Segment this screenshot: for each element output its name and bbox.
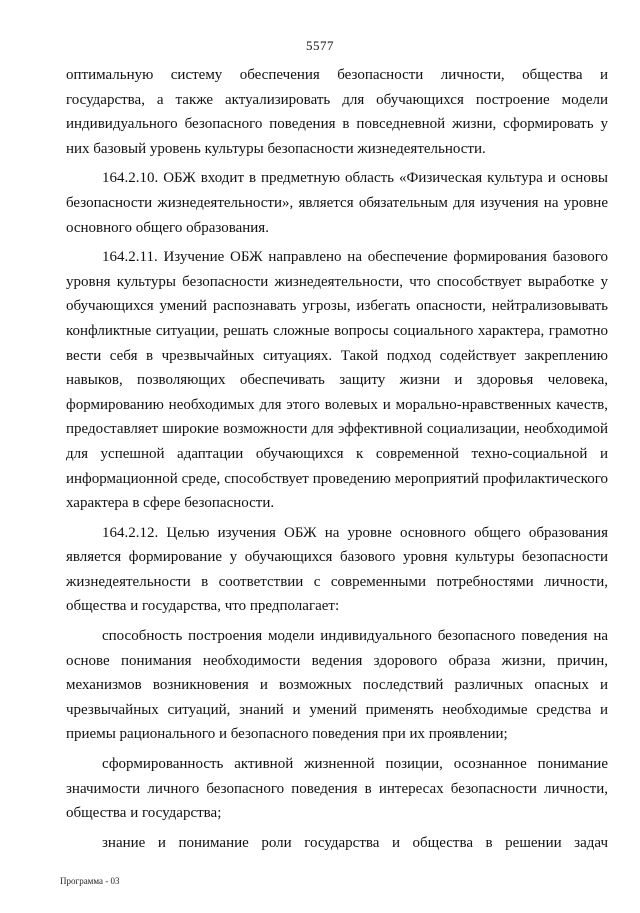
- footer-label: Программа - 03: [60, 876, 120, 886]
- page-number: 5577: [306, 38, 334, 53]
- paragraph-goal-item-3: знание и понимание роли государства и общества в решении задач: [102, 834, 608, 851]
- paragraph-goal-item-1: способность построения модели индивидуального безопасного поведения на основе понимания необходимости ведения здорового образа жизни, причин, механизмов возникновения и возможных последствий различных опасных и чрезвычайных ситуаций, знаний и умений применять необходимые средства и приемы рационального и безопасного поведения при их проявлении;: [66, 628, 608, 743]
- paragraph-164-2-12: 164.2.12. Целью изучения ОБЖ на уровне основного общего образования является формирование у обучающихся базового уровня культуры безопасности жизнедеятельности в соответствии с современными потребностями личности, общества и государства, что предполагает:: [66, 524, 608, 615]
- paragraph-164-2-11: 164.2.11. Изучение ОБЖ направлено на обеспечение формирования базового уровня культуры безопасности жизнедеятельности, что способствует выработке у обучающихся умений распознавать угрозы, избегать опасности, нейтрализовывать конфликтные ситуации, решать сложные вопросы социального характера, грамотно вести себя в чрезвычайных ситуациях. Такой подход содействует закреплению навыков, позволяющих обеспечивать защиту жизни и здоровья человека, формированию необходимых для этого волевых и морально-нравственных качеств, предоставляет широкие возможности для эффективной социализации, необходимой для успешной адаптации обучающихся к современной техно-социальной и информационной среде, способствует проведению мероприятий профилактического характера в сфере безопасности.: [66, 249, 608, 512]
- paragraph-continuation: оптимальную систему обеспечения безопасности личности, общества и государства, а также актуализировать для обучающихся построение модели индивидуального безопасного поведения в повседневной жизни, сформировать у них базовый уровень культуры безопасности жизнедеятельности.: [66, 67, 608, 157]
- paragraph-164-2-10: 164.2.10. ОБЖ входит в предметную область «Физическая культура и основы безопасности жизнедеятельности», является обязательным для изучения на уровне основного общего образования.: [66, 170, 608, 236]
- document-body: [66, 63, 608, 860]
- paragraph-goal-item-2: сформированность активной жизненной позиции, осознанное понимание значимости личного безопасного поведения в интересах безопасности личности, общества и государства;: [66, 756, 608, 822]
